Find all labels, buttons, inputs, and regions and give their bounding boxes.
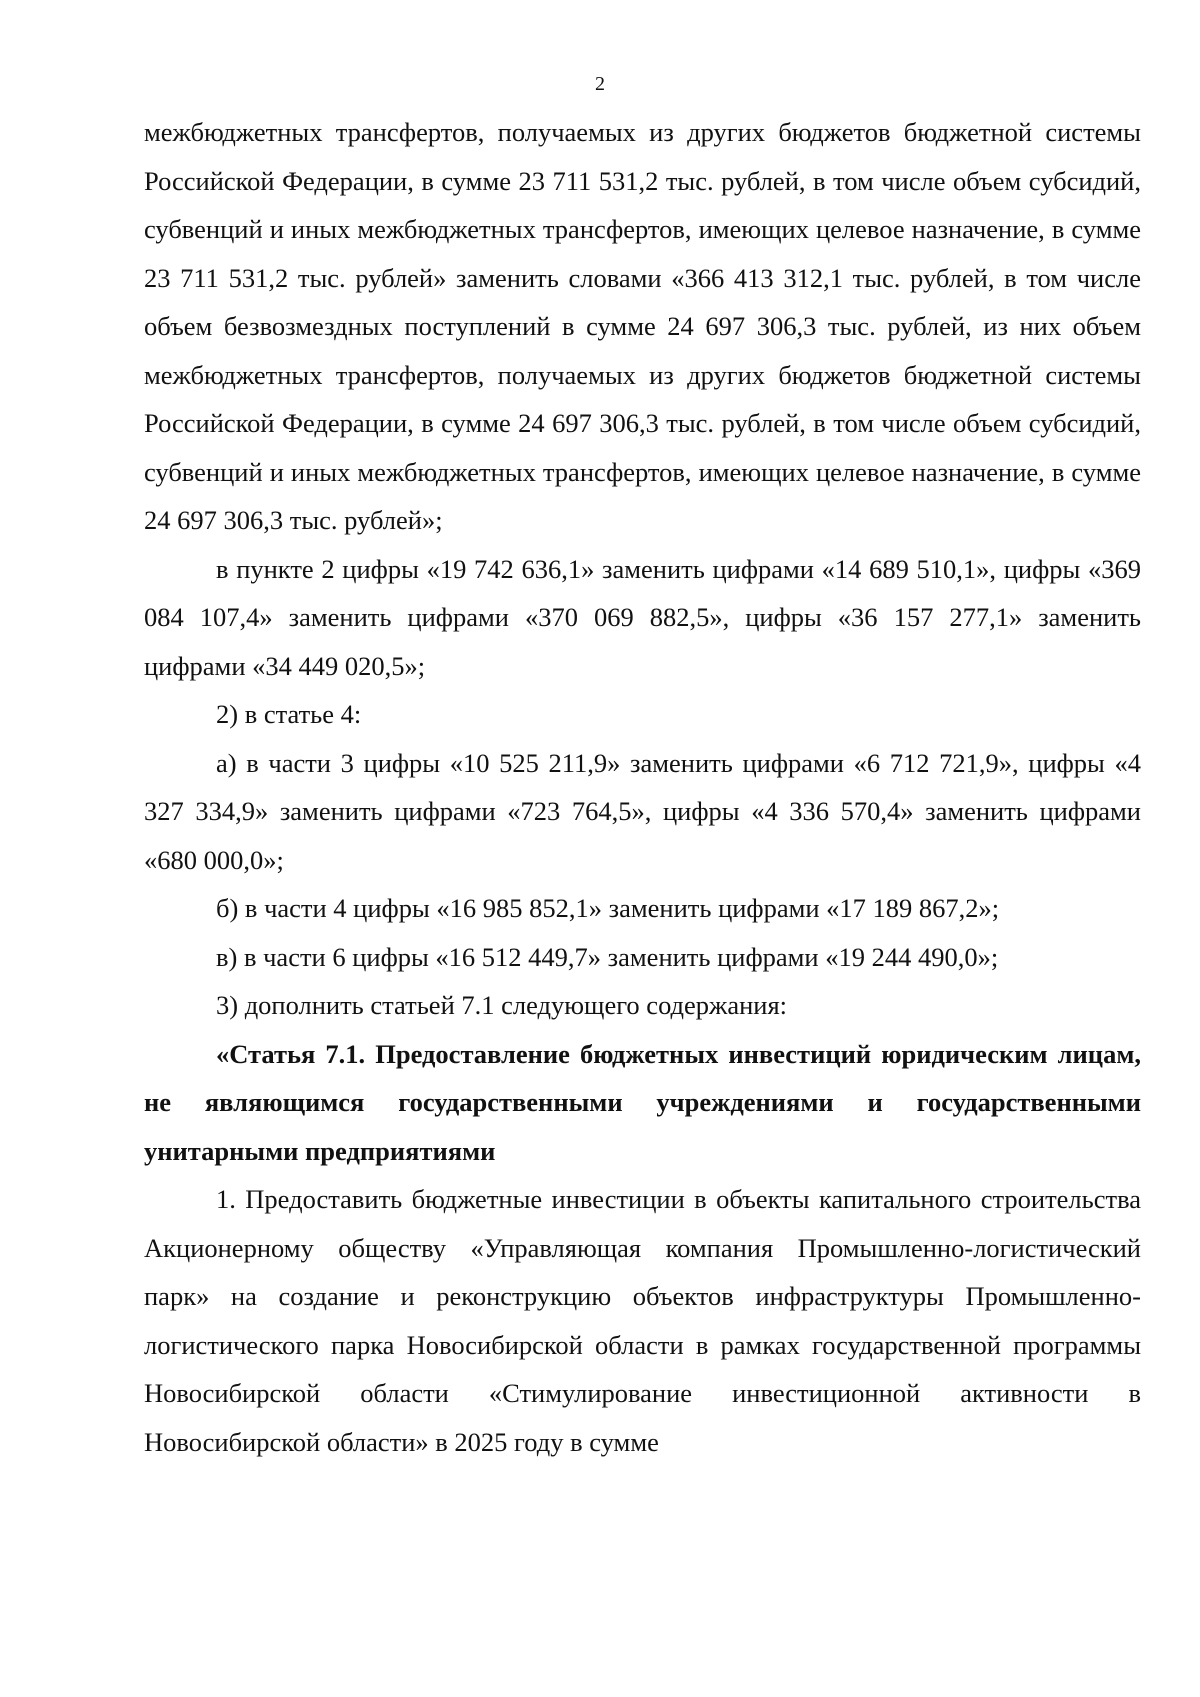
paragraph-add-article: 3) дополнить статьей 7.1 следующего содержания: (216, 990, 788, 1020)
paragraph-subitem-b: б) в части 4 цифры «16 985 852,1» заменить цифрами «17 189 867,2»; (216, 893, 1000, 923)
article-heading: «Статья 7.1. Предоставление бюджетных инвестиций юридическим лицам, не являющимся государственными учреждениями и государственными унитарными предприятиями (144, 1038, 1141, 1166)
paragraph-continuation: межбюджетных трансфертов, получаемых из других бюджетов бюджетной системы Российской Федерации, в сумме 23 711 531,2 тыс. рублей, в том числе объем субсидий, субвенций и иных межбюджетных трансфертов, имеющих целевое назначение, в сумме 23 711 531,2 тыс. рублей» заменить словами «366 413 312,1 тыс. рублей, в том числе объем безвозмездных поступлений в сумме 24 697 306,3 тыс. рублей, из них объем межбюджетных трансфертов, получаемых из других бюджетов бюджетной системы Российской Федерации, в сумме 24 697 306,3 тыс. рублей, в том числе объем субсидий, субвенций и иных межбюджетных трансфертов, имеющих целевое назначение, в сумме 24 697 306,3 тыс. рублей»; (144, 117, 1141, 535)
paragraph-item-2: в пункте 2 цифры «19 742 636,1» заменить цифрами «14 689 510,1», цифры «369 084 107,4» заменить цифрами «370 069 882,5», цифры «36 157 277,1» заменить цифрами «34 449 020,5»; (144, 553, 1141, 681)
page-number: 2 (595, 73, 605, 95)
paragraph-subitem-a: а) в части 3 цифры «10 525 211,9» заменить цифрами «6 712 721,9», цифры «4 327 334,9» заменить цифрами «723 764,5», цифры «4 336 570,4» заменить цифрами «680 000,0»; (144, 747, 1141, 875)
paragraph-subitem-v: в) в части 6 цифры «16 512 449,7» заменить цифрами «19 244 490,0»; (216, 941, 999, 972)
document-body (144, 108, 1141, 1466)
paragraph-article-7-1-item-1: 1. Предоставить бюджетные инвестиции в объекты капитального строительства Акционерному обществу «Управляющая компания Промышленно-логистический парк» на создание и реконструкцию объектов инфраструктуры Промышленно-логистического парка Новосибирской области в рамках государственной программы Новосибирской области «Стимулирование инвестиционной активности в Новосибирской области» в 2025 году в сумме (144, 1184, 1141, 1457)
paragraph-article-4: 2) в статье 4: (216, 699, 362, 729)
